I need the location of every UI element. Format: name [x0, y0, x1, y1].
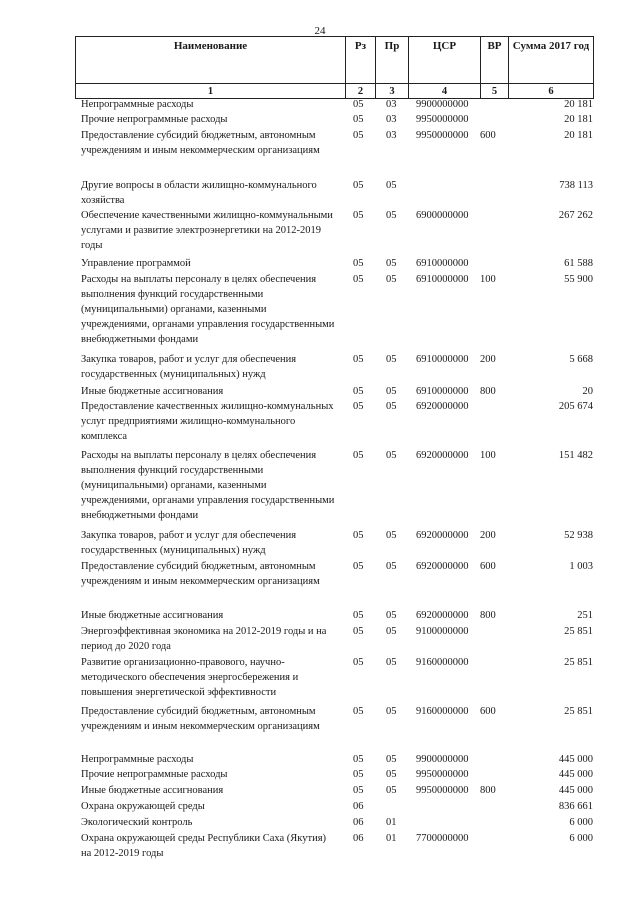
cell-sum: 251 — [577, 610, 593, 621]
cell-name-line: повышения энергетической эффективности — [81, 687, 277, 698]
cell-csr: 6910000000 — [416, 258, 469, 269]
cell-rz: 05 — [353, 561, 364, 572]
cell-sum: 738 113 — [559, 180, 593, 191]
cell-rz: 06 — [353, 817, 364, 828]
cell-rz: 05 — [353, 450, 364, 461]
cell-name-line: Предоставление качественных жилищно-коммунальных — [81, 401, 334, 412]
cell-rz: 05 — [353, 386, 364, 397]
cell-name-line: Закупка товаров, работ и услуг для обеспечения — [81, 354, 297, 365]
cell-name — [81, 528, 349, 558]
cell-name — [81, 384, 349, 399]
cell-name-line: Предоставление субсидий бюджетным, автономным — [81, 706, 316, 717]
cell-pr: 05 — [386, 769, 397, 780]
cell-csr: 6920000000 — [416, 530, 469, 541]
cell-rz: 05 — [353, 130, 364, 141]
cell-name-line: Экологический контроль — [81, 817, 193, 828]
cell-vr: 600 — [480, 561, 496, 572]
cell-name-line: Охрана окружающей среды — [81, 801, 205, 812]
cell-pr: 03 — [386, 114, 397, 125]
cell-pr: 05 — [386, 354, 397, 365]
cell-name-line: Развитие организационно-правового, научно- — [81, 657, 285, 668]
cell-rz: 05 — [353, 274, 364, 285]
cell-sum: 1 003 — [569, 561, 593, 572]
header-pr: Пр — [376, 37, 409, 84]
cell-sum: 6 000 — [569, 833, 593, 844]
cell-name-line: Прочие непрограммные расходы — [81, 769, 228, 780]
cell-name-line: Управление программой — [81, 258, 191, 269]
cell-sum: 25 851 — [564, 657, 593, 668]
cell-sum: 445 000 — [558, 785, 593, 796]
cell-csr: 9900000000 — [416, 754, 469, 765]
cell-vr: 800 — [480, 610, 496, 621]
cell-name — [81, 559, 349, 589]
cell-name-line: Непрограммные расходы — [81, 754, 194, 765]
cell-name-line: (муниципальными) органами, казенными — [81, 304, 267, 315]
cell-pr: 05 — [386, 180, 397, 191]
cell-rz: 05 — [353, 769, 364, 780]
cell-csr: 6920000000 — [416, 401, 469, 412]
cell-pr: 05 — [386, 401, 397, 412]
cell-vr: 800 — [480, 386, 496, 397]
cell-name — [81, 399, 349, 444]
cell-pr: 03 — [386, 130, 397, 141]
cell-csr: 9160000000 — [416, 657, 469, 668]
cell-name — [81, 655, 349, 700]
cell-name — [81, 704, 349, 734]
cell-name — [81, 752, 349, 767]
cell-name — [81, 256, 349, 271]
cell-name-line: годы — [81, 240, 103, 251]
cell-pr: 05 — [386, 258, 397, 269]
header-vr: ВР — [481, 37, 509, 84]
cell-sum: 20 181 — [564, 130, 593, 141]
cell-name-line: методического обеспечения энергосбережения и — [81, 672, 299, 683]
cell-csr: 9900000000 — [416, 99, 469, 110]
cell-rz: 05 — [353, 626, 364, 637]
cell-name-line: период до 2020 года — [81, 641, 171, 652]
cell-name — [81, 624, 349, 654]
cell-rz: 06 — [353, 801, 364, 812]
cell-pr: 05 — [386, 210, 397, 221]
cell-name — [81, 815, 349, 830]
cell-name-line: Предоставление субсидий бюджетным, автономным — [81, 130, 316, 141]
cell-csr: 9950000000 — [416, 114, 469, 125]
cell-rz: 05 — [353, 610, 364, 621]
cell-pr: 05 — [386, 754, 397, 765]
cell-name-line: Расходы на выплаты персоналу в целях обеспечения — [81, 274, 317, 285]
cell-sum: 20 — [582, 386, 593, 397]
cell-csr: 6900000000 — [416, 210, 469, 221]
cell-sum: 20 181 — [564, 114, 593, 125]
header-rz: Рз — [346, 37, 376, 84]
cell-pr: 05 — [386, 626, 397, 637]
cell-name-line: выполнения функций государственными — [81, 465, 264, 476]
cell-name-line: учреждениям и иным некоммерческим организациям — [81, 721, 320, 732]
cell-vr: 100 — [480, 274, 496, 285]
header-name: Наименование — [76, 37, 346, 84]
cell-vr: 200 — [480, 354, 496, 365]
cell-csr: 6910000000 — [416, 354, 469, 365]
cell-name-line: внебюджетными фондами — [81, 510, 199, 521]
cell-name-line: учреждениями, органами управления государственными — [81, 495, 335, 506]
cell-csr: 9100000000 — [416, 626, 469, 637]
header-num-pr: 3 — [376, 84, 409, 99]
cell-csr: 6920000000 — [416, 610, 469, 621]
cell-pr: 05 — [386, 450, 397, 461]
cell-rz: 05 — [353, 401, 364, 412]
cell-name — [81, 97, 349, 112]
cell-name — [81, 178, 349, 208]
header-csr: ЦСР — [409, 37, 481, 84]
cell-name — [81, 767, 349, 782]
cell-name-line: Другие вопросы в области жилищно-коммунального — [81, 180, 317, 191]
cell-csr: 9160000000 — [416, 706, 469, 717]
cell-name-line: Непрограммные расходы — [81, 99, 194, 110]
cell-pr: 01 — [386, 833, 397, 844]
cell-rz: 05 — [353, 530, 364, 541]
cell-csr: 9950000000 — [416, 130, 469, 141]
cell-name-line: Расходы на выплаты персоналу в целях обеспечения — [81, 450, 317, 461]
page-number: 24 — [314, 25, 326, 37]
cell-sum: 20 181 — [564, 99, 593, 110]
cell-csr: 7700000000 — [416, 833, 469, 844]
cell-vr: 200 — [480, 530, 496, 541]
cell-name — [81, 112, 349, 127]
cell-sum: 25 851 — [564, 706, 593, 717]
cell-sum: 55 900 — [564, 274, 593, 285]
cell-name-line: Иные бюджетные ассигнования — [81, 785, 224, 796]
cell-name-line: услугами и развитие электроэнергетики на 2012-2019 — [81, 225, 321, 236]
cell-pr: 05 — [386, 561, 397, 572]
cell-name-line: государственных (муниципальных) нужд — [81, 369, 266, 380]
cell-name-line: выполнения функций государственными — [81, 289, 264, 300]
cell-csr: 6910000000 — [416, 274, 469, 285]
cell-name-line: Энергоэффективная экономика на 2012-2019 годы и на — [81, 626, 327, 637]
header-num-name: 1 — [76, 84, 346, 99]
cell-rz: 05 — [353, 180, 364, 191]
cell-sum: 61 588 — [564, 258, 593, 269]
cell-name-line: Охрана окружающей среды Республики Саха (Якутия) — [81, 833, 327, 844]
cell-sum: 445 000 — [558, 769, 593, 780]
cell-pr: 05 — [386, 274, 397, 285]
header-sum: Сумма 2017 год — [509, 37, 594, 84]
cell-pr: 05 — [386, 610, 397, 621]
cell-pr: 05 — [386, 706, 397, 717]
cell-name — [81, 831, 349, 861]
cell-name-line: услуг предприятиями жилищно-коммунального — [81, 416, 296, 427]
cell-rz: 05 — [353, 754, 364, 765]
cell-pr: 05 — [386, 386, 397, 397]
cell-pr: 05 — [386, 657, 397, 668]
cell-pr: 05 — [386, 530, 397, 541]
cell-csr: 6910000000 — [416, 386, 469, 397]
cell-pr: 03 — [386, 99, 397, 110]
cell-name — [81, 448, 349, 523]
header-num-rz: 2 — [346, 84, 376, 99]
cell-name-line: Иные бюджетные ассигнования — [81, 610, 224, 621]
cell-rz: 05 — [353, 114, 364, 125]
cell-rz: 06 — [353, 833, 364, 844]
cell-name-line: Обеспечение качественными жилищно-коммунальными — [81, 210, 333, 221]
cell-name — [81, 128, 349, 158]
cell-sum: 836 661 — [558, 801, 593, 812]
cell-csr: 9950000000 — [416, 769, 469, 780]
cell-sum: 445 000 — [558, 754, 593, 765]
cell-vr: 600 — [480, 130, 496, 141]
cell-csr: 6920000000 — [416, 450, 469, 461]
cell-name-line: Закупка товаров, работ и услуг для обеспечения — [81, 530, 297, 541]
cell-name-line: Иные бюджетные ассигнования — [81, 386, 224, 397]
cell-name-line: Предоставление субсидий бюджетным, автономным — [81, 561, 316, 572]
cell-name — [81, 783, 349, 798]
cell-vr: 800 — [480, 785, 496, 796]
cell-sum: 5 668 — [569, 354, 593, 365]
cell-pr: 05 — [386, 785, 397, 796]
cell-rz: 05 — [353, 258, 364, 269]
cell-name-line: учреждениям и иным некоммерческим организациям — [81, 576, 320, 587]
cell-vr: 100 — [480, 450, 496, 461]
cell-rz: 05 — [353, 99, 364, 110]
cell-sum: 151 482 — [558, 450, 593, 461]
cell-name-line: учреждениям и иным некоммерческим организациям — [81, 145, 320, 156]
cell-name-line: (муниципальными) органами, казенными — [81, 480, 267, 491]
header-num-vr: 5 — [481, 84, 509, 99]
table-header — [75, 36, 594, 99]
cell-name-line: на 2012-2019 годы — [81, 848, 164, 859]
cell-name-line: государственных (муниципальных) нужд — [81, 545, 266, 556]
cell-sum: 6 000 — [569, 817, 593, 828]
cell-sum: 25 851 — [564, 626, 593, 637]
cell-rz: 05 — [353, 706, 364, 717]
cell-rz: 05 — [353, 785, 364, 796]
cell-csr: 6920000000 — [416, 561, 469, 572]
cell-rz: 05 — [353, 657, 364, 668]
header-num-sum: 6 — [509, 84, 594, 99]
cell-pr: 01 — [386, 817, 397, 828]
cell-sum: 267 262 — [558, 210, 593, 221]
cell-csr: 9950000000 — [416, 785, 469, 796]
cell-name-line: внебюджетными фондами — [81, 334, 199, 345]
cell-name — [81, 799, 349, 814]
cell-name-line: комплекса — [81, 431, 128, 442]
cell-name — [81, 352, 349, 382]
cell-rz: 05 — [353, 210, 364, 221]
cell-name — [81, 272, 349, 347]
cell-name-line: Прочие непрограммные расходы — [81, 114, 228, 125]
cell-vr: 600 — [480, 706, 496, 717]
cell-name — [81, 208, 349, 253]
cell-name-line: хозяйства — [81, 195, 125, 206]
cell-rz: 05 — [353, 354, 364, 365]
cell-name — [81, 608, 349, 623]
cell-sum: 205 674 — [558, 401, 593, 412]
cell-sum: 52 938 — [564, 530, 593, 541]
cell-name-line: учреждениями, органами управления государственными — [81, 319, 335, 330]
header-num-csr: 4 — [409, 84, 481, 99]
